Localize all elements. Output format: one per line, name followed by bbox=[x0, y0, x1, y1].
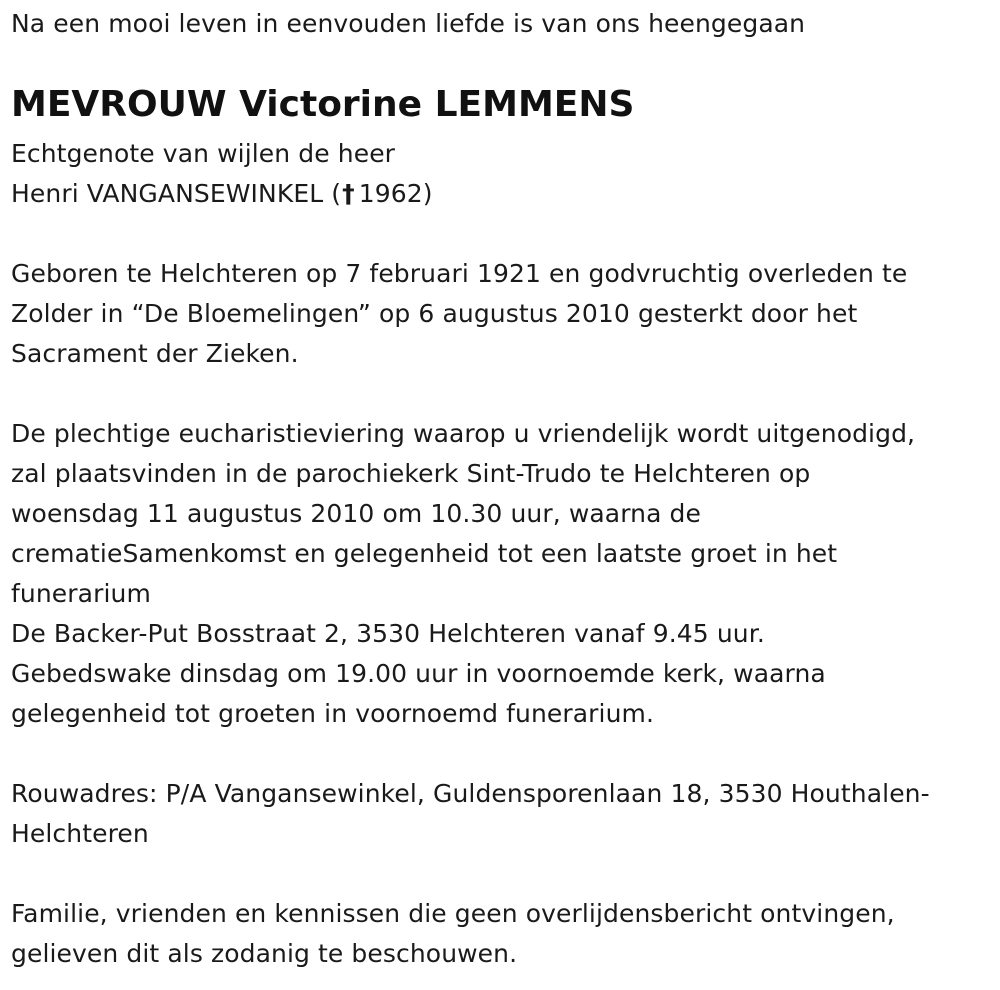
paragraph-line: De plechtige eucharistieviering waarop u vriendelijk wordt uitgenodigd, bbox=[11, 419, 916, 448]
paragraph-line: De Backer-Put Bosstraat 2, 3530 Helchteren vanaf 9.45 uur. bbox=[11, 619, 765, 648]
intro-text: Na een mooi leven in eenvouden liefde is van ons heengegaan bbox=[11, 9, 806, 38]
paragraph-line: Sacrament der Zieken. bbox=[11, 339, 299, 368]
birth-death-paragraph bbox=[11, 254, 907, 374]
paragraph-line: Familie, vrienden en kennissen die geen overlijdensbericht ontvingen, bbox=[11, 899, 895, 928]
spouse-name-line bbox=[11, 174, 433, 214]
paragraph-line: gelieven dit als zodanig te beschouwen. bbox=[11, 939, 518, 968]
address-paragraph bbox=[11, 774, 930, 854]
deceased-name: MEVROUW Victorine LEMMENS bbox=[11, 84, 635, 125]
paragraph-line: funerarium bbox=[11, 579, 151, 608]
spouse-block bbox=[11, 134, 433, 214]
paragraph-line: gelegenheid tot groeten in voornoemd funerarium. bbox=[11, 699, 655, 728]
spouse-name: Henri VANGANSEWINKEL ( bbox=[11, 179, 342, 208]
ceremony-paragraph bbox=[11, 414, 915, 734]
paragraph-line: Gebedswake dinsdag om 19.00 uur in voornoemde kerk, waarna bbox=[11, 659, 826, 688]
paragraph-line: Rouwadres: P/A Vangansewinkel, Guldensporenlaan 18, 3530 Houthalen- bbox=[11, 779, 930, 808]
paragraph-line: woensdag 11 augustus 2010 om 10.30 uur, waarna de bbox=[11, 499, 702, 528]
closing-paragraph bbox=[11, 894, 895, 974]
paragraph-line: Geboren te Helchteren op 7 februari 1921 en godvruchtig overleden te bbox=[11, 259, 908, 288]
paragraph-line: crematieSamenkomst en gelegenheid tot een laatste groet in het bbox=[11, 539, 838, 568]
spouse-death-year: 1962) bbox=[358, 179, 433, 208]
paragraph-line: Zolder in “De Bloemelingen” op 6 augustus 2010 gesterkt door het bbox=[11, 299, 858, 328]
paragraph-line: Helchteren bbox=[11, 819, 149, 848]
cross-icon: † bbox=[342, 179, 355, 208]
spouse-line: Echtgenote van wijlen de heer bbox=[11, 139, 396, 168]
paragraph-line: zal plaatsvinden in de parochiekerk Sint-Trudo te Helchteren op bbox=[11, 459, 811, 488]
